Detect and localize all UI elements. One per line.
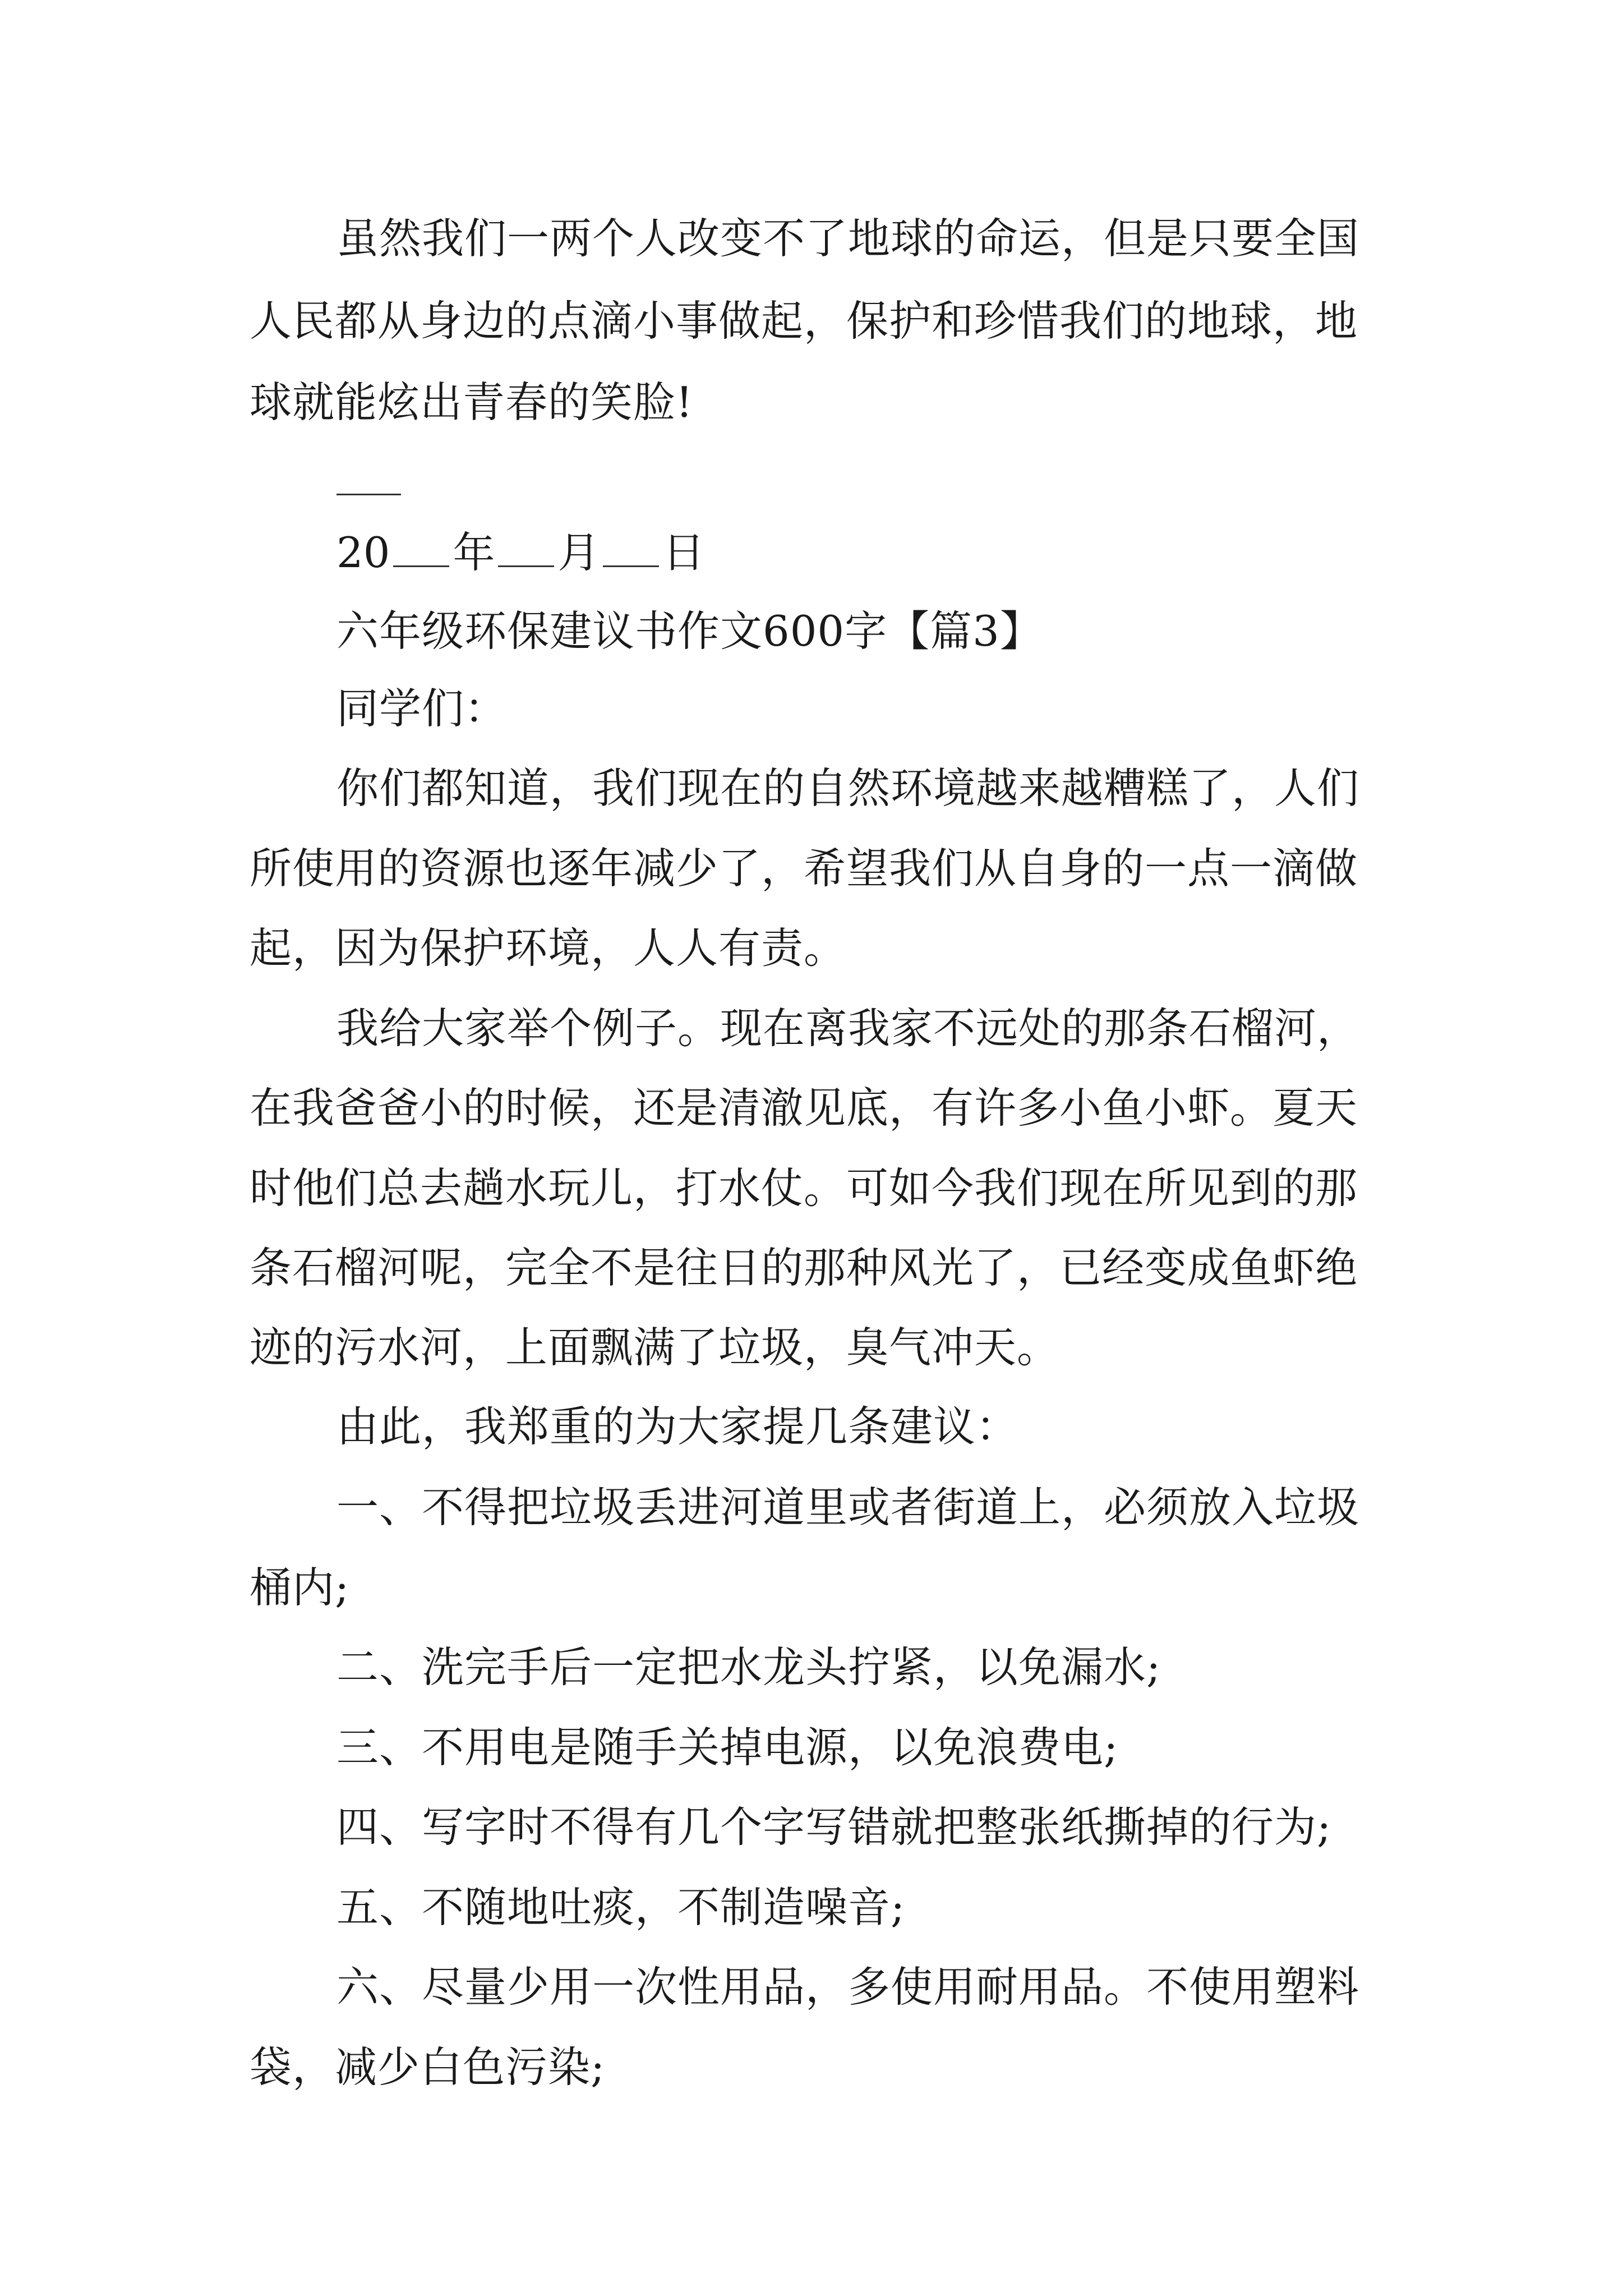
paragraph-2-line-1: 你们都知道，我们现在的自然环境越来越糟糕了，人们 <box>336 763 1360 813</box>
paragraph-3-line-5: 迹的污水河，上面飘满了垃圾，臭气冲天。 <box>250 1323 1060 1372</box>
date-year-prefix: 20 <box>336 528 390 577</box>
suggestion-6-line-2: 袋，减少白色污染; <box>250 2042 606 2092</box>
section-title: 六年级环保建议书作文600字【篇3】 <box>336 606 1043 656</box>
paragraph-1-line-2: 人民都从身边的点滴小事做起，保护和珍惜我们的地球，地 <box>250 296 1358 346</box>
date-month-blank <box>498 527 554 567</box>
greeting: 同学们： <box>336 684 508 733</box>
date-day-blank <box>603 527 659 567</box>
date-day-char: 日 <box>662 528 705 577</box>
date-year-char: 年 <box>453 528 495 577</box>
paragraph-3-line-4: 条石榴河呢，完全不是往日的那种风光了，已经变成鱼虾绝 <box>250 1243 1358 1292</box>
date-line <box>336 524 704 581</box>
suggestion-2: 二、洗完手后一定把水龙头拧紧，以免漏水; <box>336 1642 1161 1692</box>
signature-dash <box>336 494 401 495</box>
paragraph-2-line-3: 起，因为保护环境，人人有责。 <box>250 923 847 973</box>
suggestion-5: 五、不随地吐痰，不制造噪音; <box>336 1883 906 1932</box>
suggestion-3: 三、不用电是随手关掉电源，以免浪费电; <box>336 1723 1119 1772</box>
date-month-char: 月 <box>557 528 600 577</box>
suggestion-6-line-1: 六、尽量少用一次性用品，多使用耐用品。不使用塑料 <box>336 1962 1360 2012</box>
paragraph-3-line-2: 在我爸爸小的时候，还是清澈见底，有许多小鱼小虾。夏天 <box>250 1083 1358 1133</box>
paragraph-2-line-2: 所使用的资源也逐年减少了，希望我们从自身的一点一滴做 <box>250 844 1358 893</box>
suggestion-1-line-1: 一、不得把垃圾丢进河道里或者街道上，必须放入垃圾 <box>336 1483 1360 1532</box>
suggestion-1-line-2: 桶内; <box>250 1563 350 1612</box>
paragraph-3-line-3: 时他们总去趟水玩儿，打水仗。可如今我们现在所见到的那 <box>250 1163 1358 1213</box>
paragraph-1-line-3: 球就能炫出青春的笑脸! <box>250 378 694 427</box>
suggestions-intro: 由此，我郑重的为大家提几条建议： <box>336 1402 1019 1451</box>
paragraph-1-line-1: 虽然我们一两个人改变不了地球的命运，但是只要全国 <box>336 214 1360 263</box>
suggestion-4: 四、写字时不得有几个字写错就把整张纸撕掉的行为; <box>336 1802 1332 1852</box>
paragraph-3-line-1: 我给大家举个例子。现在离我家不远处的那条石榴河， <box>336 1004 1360 1053</box>
date-year-blank <box>393 527 449 567</box>
